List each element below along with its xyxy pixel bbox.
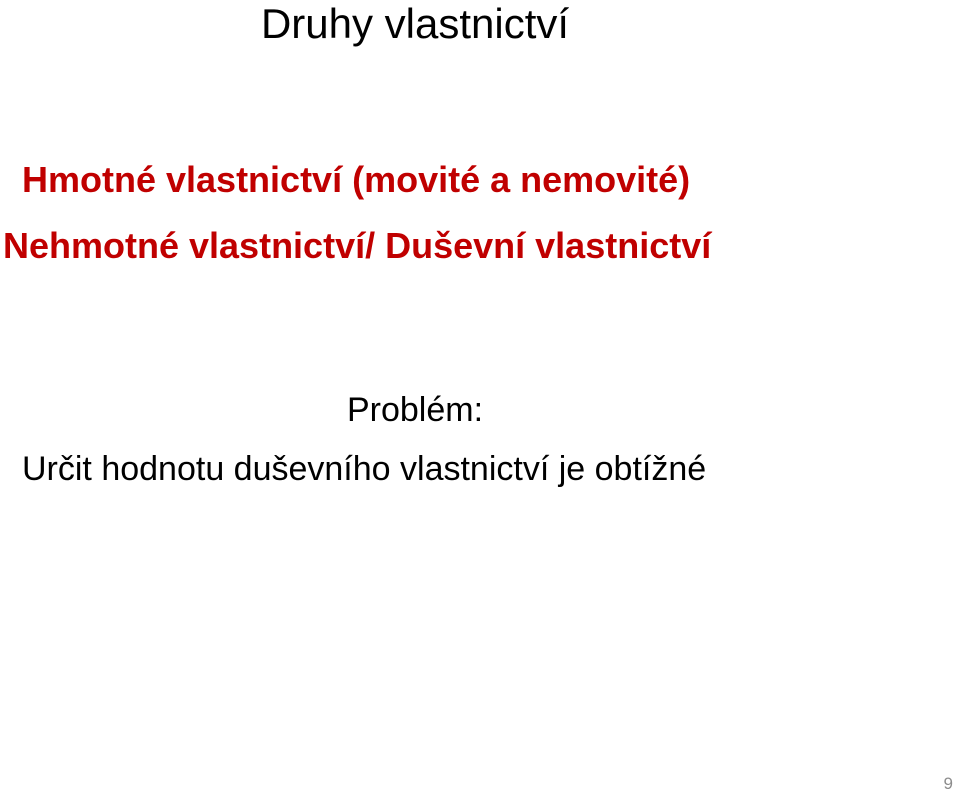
slide-number: 9: [943, 774, 953, 793]
problem-text: Určit hodnotu duševního vlastnictví je obtížné: [22, 450, 707, 488]
slide-title: Druhy vlastnictví: [260, 0, 570, 47]
intangible-property-heading: Nehmotné vlastnictví/ Duševní vlastnictví: [3, 225, 712, 266]
problem-label: Problém:: [346, 391, 484, 429]
tangible-property-heading: Hmotné vlastnictví (movité a nemovité): [22, 159, 691, 200]
